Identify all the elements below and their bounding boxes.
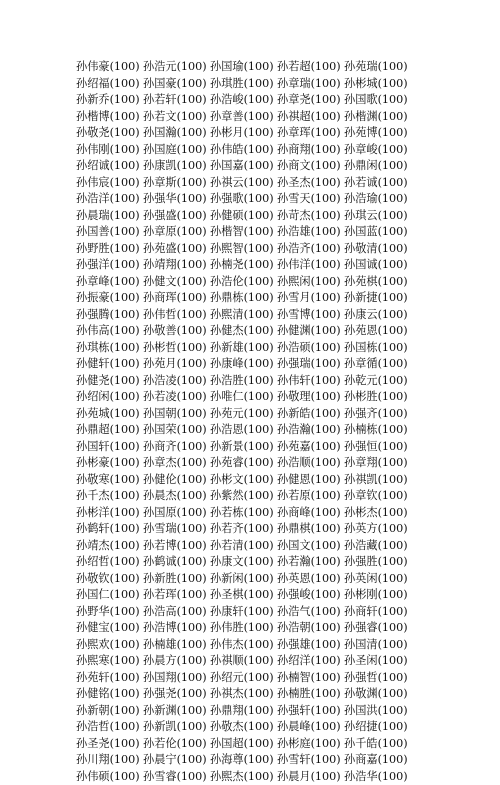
name-entry: 孙雪睿(100) xyxy=(143,769,210,785)
table-row xyxy=(76,92,476,109)
name-entry: 孙祺顺(100) xyxy=(210,653,277,670)
name-entry: 孙伟皓(100) xyxy=(210,142,277,159)
name-entry: 孙新渊(100) xyxy=(143,703,210,720)
name-entry: 孙若栋(100) xyxy=(210,505,277,522)
table-row xyxy=(76,241,476,258)
name-entry: 孙彬哲(100) xyxy=(143,340,210,357)
name-entry: 孙英闲(100) xyxy=(344,571,411,588)
name-entry: 孙商峰(100) xyxy=(277,505,344,522)
table-row xyxy=(76,752,476,769)
name-entry: 孙绍哲(100) xyxy=(76,554,143,571)
name-list-table xyxy=(76,59,476,785)
name-entry: 孙伟洋(100) xyxy=(277,257,344,274)
table-row xyxy=(76,373,476,390)
name-entry: 孙熙寒(100) xyxy=(76,653,143,670)
name-entry: 孙绍元(100) xyxy=(210,670,277,687)
name-entry: 孙健尧(100) xyxy=(76,373,143,390)
name-entry: 孙新雄(100) xyxy=(210,340,277,357)
name-entry: 孙敬寒(100) xyxy=(76,472,143,489)
name-entry: 孙章翔(100) xyxy=(344,455,411,472)
name-entry: 孙若清(100) xyxy=(210,538,277,555)
name-entry: 孙健渊(100) xyxy=(277,323,344,340)
name-entry: 孙强尧(100) xyxy=(143,686,210,703)
table-row xyxy=(76,109,476,126)
name-entry: 孙浩恩(100) xyxy=(210,422,277,439)
table-row xyxy=(76,59,476,76)
name-entry: 孙楠雄(100) xyxy=(143,637,210,654)
name-entry: 孙敬尧(100) xyxy=(76,125,143,142)
name-entry: 孙康轩(100) xyxy=(210,604,277,621)
name-entry: 孙熙杰(100) xyxy=(210,769,277,785)
name-entry: 孙振豪(100) xyxy=(76,290,143,307)
name-entry: 孙苑睿(100) xyxy=(210,455,277,472)
name-entry: 孙强洋(100) xyxy=(76,257,143,274)
name-entry: 孙浩凌(100) xyxy=(143,373,210,390)
table-row xyxy=(76,307,476,324)
name-entry: 孙圣棋(100) xyxy=(210,587,277,604)
name-entry: 孙鹤轩(100) xyxy=(76,521,143,538)
table-row xyxy=(76,620,476,637)
name-entry: 孙若瀚(100) xyxy=(277,554,344,571)
name-entry: 孙雪月(100) xyxy=(277,290,344,307)
table-row xyxy=(76,175,476,192)
name-entry: 孙强睿(100) xyxy=(344,620,411,637)
name-entry: 孙国荣(100) xyxy=(143,422,210,439)
table-row xyxy=(76,604,476,621)
name-entry: 孙绍捷(100) xyxy=(344,719,411,736)
name-entry: 孙野华(100) xyxy=(76,604,143,621)
name-entry: 孙国仁(100) xyxy=(76,587,143,604)
name-entry: 孙强腾(100) xyxy=(76,307,143,324)
name-entry: 孙健文(100) xyxy=(143,274,210,291)
name-entry: 孙国嘉(100) xyxy=(210,158,277,175)
name-entry: 孙雪瑞(100) xyxy=(143,521,210,538)
name-entry: 孙若诚(100) xyxy=(344,175,411,192)
name-entry: 孙晨宁(100) xyxy=(143,752,210,769)
name-entry: 孙绍诚(100) xyxy=(76,158,143,175)
name-entry: 孙雪轩(100) xyxy=(277,752,344,769)
name-entry: 孙若超(100) xyxy=(277,59,344,76)
name-entry: 孙国轩(100) xyxy=(76,439,143,456)
name-entry: 孙彬月(100) xyxy=(210,125,277,142)
name-entry: 孙章杰(100) xyxy=(143,455,210,472)
name-entry: 孙琪云(100) xyxy=(344,208,411,225)
name-entry: 孙章尧(100) xyxy=(277,92,344,109)
name-entry: 孙彬刚(100) xyxy=(344,587,411,604)
name-entry: 孙苛杰(100) xyxy=(277,208,344,225)
table-row xyxy=(76,257,476,274)
name-entry: 孙新闲(100) xyxy=(210,571,277,588)
name-entry: 孙强雄(100) xyxy=(277,637,344,654)
table-row xyxy=(76,389,476,406)
name-entry: 孙国文(100) xyxy=(277,538,344,555)
name-entry: 孙章斯(100) xyxy=(143,175,210,192)
name-entry: 孙楷渊(100) xyxy=(344,109,411,126)
name-entry: 孙祺超(100) xyxy=(277,109,344,126)
name-entry: 孙章钦(100) xyxy=(344,488,411,505)
name-entry: 孙苑瑞(100) xyxy=(344,59,411,76)
name-entry: 孙国栋(100) xyxy=(344,340,411,357)
name-entry: 孙鼎棋(100) xyxy=(277,521,344,538)
name-entry: 孙晨月(100) xyxy=(277,769,344,785)
table-row xyxy=(76,224,476,241)
name-entry: 孙若博(100) xyxy=(143,538,210,555)
name-entry: 孙敬钦(100) xyxy=(76,571,143,588)
name-entry: 孙浩伦(100) xyxy=(210,274,277,291)
name-entry: 孙晨瑞(100) xyxy=(76,208,143,225)
name-entry: 孙彬豪(100) xyxy=(76,455,143,472)
table-row xyxy=(76,703,476,720)
name-entry: 孙彬文(100) xyxy=(210,472,277,489)
name-entry: 孙国瑜(100) xyxy=(210,59,277,76)
name-entry: 孙靖翔(100) xyxy=(143,257,210,274)
name-entry: 孙章瑞(100) xyxy=(277,76,344,93)
table-row xyxy=(76,587,476,604)
name-entry: 孙国庭(100) xyxy=(143,142,210,159)
table-row xyxy=(76,158,476,175)
name-entry: 孙晨杰(100) xyxy=(143,488,210,505)
name-entry: 孙国豪(100) xyxy=(143,76,210,93)
table-row xyxy=(76,719,476,736)
name-entry: 孙商轩(100) xyxy=(344,604,411,621)
name-entry: 孙敬渊(100) xyxy=(344,686,411,703)
name-entry: 孙圣杰(100) xyxy=(277,175,344,192)
name-entry: 孙楷智(100) xyxy=(210,224,277,241)
name-entry: 孙若文(100) xyxy=(143,109,210,126)
name-entry: 孙浩华(100) xyxy=(344,769,411,785)
name-entry: 孙敬杰(100) xyxy=(210,719,277,736)
name-entry: 孙苑棋(100) xyxy=(344,274,411,291)
table-row xyxy=(76,125,476,142)
name-entry: 孙若珲(100) xyxy=(143,587,210,604)
name-entry: 孙苑恩(100) xyxy=(344,323,411,340)
name-entry: 孙浩元(100) xyxy=(143,59,210,76)
table-row xyxy=(76,439,476,456)
name-entry: 孙强轩(100) xyxy=(277,703,344,720)
name-entry: 孙千皓(100) xyxy=(344,736,411,753)
name-entry: 孙英恩(100) xyxy=(277,571,344,588)
name-entry: 孙健伦(100) xyxy=(143,472,210,489)
name-entry: 孙强胜(100) xyxy=(344,554,411,571)
table-row xyxy=(76,191,476,208)
name-entry: 孙晨峰(100) xyxy=(277,719,344,736)
table-row xyxy=(76,686,476,703)
name-entry: 孙强歌(100) xyxy=(210,191,277,208)
name-entry: 孙商嘉(100) xyxy=(344,752,411,769)
table-row xyxy=(76,653,476,670)
name-entry: 孙浩哲(100) xyxy=(76,719,143,736)
name-entry: 孙苑博(100) xyxy=(344,125,411,142)
name-entry: 孙绍闲(100) xyxy=(76,389,143,406)
name-entry: 孙伟豪(100) xyxy=(76,59,143,76)
name-entry: 孙晨方(100) xyxy=(143,653,210,670)
name-entry: 孙乾元(100) xyxy=(344,373,411,390)
name-entry: 孙浩藏(100) xyxy=(344,538,411,555)
name-entry: 孙苑轩(100) xyxy=(76,670,143,687)
name-entry: 孙商翔(100) xyxy=(277,142,344,159)
name-entry: 孙彬杰(100) xyxy=(344,505,411,522)
name-entry: 孙海尊(100) xyxy=(210,752,277,769)
table-row xyxy=(76,422,476,439)
name-entry: 孙康凯(100) xyxy=(143,158,210,175)
name-entry: 孙健铭(100) xyxy=(76,686,143,703)
name-entry: 孙国清(100) xyxy=(344,637,411,654)
name-entry: 孙熙清(100) xyxy=(210,307,277,324)
table-row xyxy=(76,637,476,654)
name-entry: 孙浩雄(100) xyxy=(277,224,344,241)
table-row xyxy=(76,142,476,159)
name-entry: 孙商文(100) xyxy=(277,158,344,175)
name-entry: 孙鼎闲(100) xyxy=(344,158,411,175)
name-entry: 孙新捷(100) xyxy=(344,290,411,307)
name-entry: 孙琪栋(100) xyxy=(76,340,143,357)
name-entry: 孙若凌(100) xyxy=(143,389,210,406)
name-entry: 孙彬胜(100) xyxy=(344,389,411,406)
name-entry: 孙国瀚(100) xyxy=(143,125,210,142)
table-row xyxy=(76,769,476,785)
name-entry: 孙章峻(100) xyxy=(344,142,411,159)
name-entry: 孙绍洋(100) xyxy=(277,653,344,670)
name-entry: 孙章原(100) xyxy=(143,224,210,241)
name-entry: 孙琪胜(100) xyxy=(210,76,277,93)
name-entry: 孙国善(100) xyxy=(76,224,143,241)
name-entry: 孙商齐(100) xyxy=(143,439,210,456)
name-entry: 孙浩博(100) xyxy=(143,620,210,637)
table-row xyxy=(76,736,476,753)
name-entry: 孙敬清(100) xyxy=(344,241,411,258)
name-entry: 孙楠胜(100) xyxy=(277,686,344,703)
name-entry: 孙鹤诚(100) xyxy=(143,554,210,571)
table-row xyxy=(76,208,476,225)
name-entry: 孙伟高(100) xyxy=(76,323,143,340)
name-entry: 孙国蓝(100) xyxy=(344,224,411,241)
name-entry: 孙浩洋(100) xyxy=(76,191,143,208)
name-entry: 孙新乔(100) xyxy=(76,92,143,109)
table-row xyxy=(76,670,476,687)
name-entry: 孙敬理(100) xyxy=(277,389,344,406)
name-entry: 孙苑城(100) xyxy=(76,406,143,423)
name-entry: 孙野胜(100) xyxy=(76,241,143,258)
name-entry: 孙新凯(100) xyxy=(143,719,210,736)
name-entry: 孙伟轩(100) xyxy=(277,373,344,390)
name-entry: 孙熙欢(100) xyxy=(76,637,143,654)
name-entry: 孙浩高(100) xyxy=(143,604,210,621)
name-entry: 孙祺云(100) xyxy=(210,175,277,192)
name-entry: 孙健轩(100) xyxy=(76,356,143,373)
name-entry: 孙康文(100) xyxy=(210,554,277,571)
name-entry: 孙祺杰(100) xyxy=(210,686,277,703)
name-entry: 孙绍福(100) xyxy=(76,76,143,93)
table-row xyxy=(76,538,476,555)
name-entry: 孙圣闲(100) xyxy=(344,653,411,670)
name-entry: 孙浩胜(100) xyxy=(210,373,277,390)
name-entry: 孙浩齐(100) xyxy=(277,241,344,258)
name-entry: 孙浩瑜(100) xyxy=(344,191,411,208)
name-entry: 孙国歌(100) xyxy=(344,92,411,109)
name-entry: 孙健恩(100) xyxy=(277,472,344,489)
table-row xyxy=(76,505,476,522)
name-entry: 孙强峻(100) xyxy=(277,587,344,604)
table-row xyxy=(76,274,476,291)
name-entry: 孙敬善(100) xyxy=(143,323,210,340)
name-entry: 孙伟胜(100) xyxy=(210,620,277,637)
name-entry: 孙鼎翔(100) xyxy=(210,703,277,720)
name-entry: 孙健杰(100) xyxy=(210,323,277,340)
table-row xyxy=(76,571,476,588)
name-entry: 孙国超(100) xyxy=(210,736,277,753)
name-entry: 孙强哲(100) xyxy=(344,670,411,687)
name-entry: 孙楠智(100) xyxy=(277,670,344,687)
name-entry: 孙强恒(100) xyxy=(344,439,411,456)
name-entry: 孙若原(100) xyxy=(277,488,344,505)
table-row xyxy=(76,472,476,489)
name-entry: 孙新景(100) xyxy=(210,439,277,456)
name-entry: 孙伟宸(100) xyxy=(76,175,143,192)
table-row xyxy=(76,356,476,373)
name-entry: 孙靖杰(100) xyxy=(76,538,143,555)
name-entry: 孙若轩(100) xyxy=(143,92,210,109)
name-entry: 孙强齐(100) xyxy=(344,406,411,423)
name-entry: 孙浩峻(100) xyxy=(210,92,277,109)
table-row xyxy=(76,455,476,472)
name-entry: 孙新朝(100) xyxy=(76,703,143,720)
name-entry: 孙熙智(100) xyxy=(210,241,277,258)
name-entry: 孙熙闲(100) xyxy=(277,274,344,291)
name-entry: 孙强盛(100) xyxy=(143,208,210,225)
name-entry: 孙伟哲(100) xyxy=(143,307,210,324)
table-row xyxy=(76,323,476,340)
name-entry: 孙浩气(100) xyxy=(277,604,344,621)
name-entry: 孙千杰(100) xyxy=(76,488,143,505)
name-entry: 孙紫然(100) xyxy=(210,488,277,505)
name-entry: 孙伟硕(100) xyxy=(76,769,143,785)
name-entry: 孙苑嘉(100) xyxy=(277,439,344,456)
name-entry: 孙伟刚(100) xyxy=(76,142,143,159)
name-entry: 孙新胜(100) xyxy=(143,571,210,588)
name-entry: 孙彬洋(100) xyxy=(76,505,143,522)
name-entry: 孙强华(100) xyxy=(143,191,210,208)
name-entry: 孙章循(100) xyxy=(344,356,411,373)
name-entry: 孙国诚(100) xyxy=(344,257,411,274)
name-entry: 孙英方(100) xyxy=(344,521,411,538)
name-entry: 孙康峰(100) xyxy=(210,356,277,373)
name-entry: 孙浩顺(100) xyxy=(277,455,344,472)
table-row xyxy=(76,340,476,357)
name-entry: 孙强瑞(100) xyxy=(277,356,344,373)
name-entry: 孙唯仁(100) xyxy=(210,389,277,406)
name-entry: 孙国翔(100) xyxy=(143,670,210,687)
name-entry: 孙苑月(100) xyxy=(143,356,210,373)
table-row xyxy=(76,406,476,423)
name-entry: 孙国朝(100) xyxy=(143,406,210,423)
name-entry: 孙国洪(100) xyxy=(344,703,411,720)
table-row xyxy=(76,76,476,93)
name-entry: 孙楠尧(100) xyxy=(210,257,277,274)
name-entry: 孙新皓(100) xyxy=(277,406,344,423)
name-entry: 孙章善(100) xyxy=(210,109,277,126)
name-entry: 孙健宝(100) xyxy=(76,620,143,637)
name-entry: 孙健硕(100) xyxy=(210,208,277,225)
name-entry: 孙章峰(100) xyxy=(76,274,143,291)
name-entry: 孙鼎栋(100) xyxy=(210,290,277,307)
name-entry: 孙若伦(100) xyxy=(143,736,210,753)
name-entry: 孙圣尧(100) xyxy=(76,736,143,753)
name-entry: 孙雪博(100) xyxy=(277,307,344,324)
name-entry: 孙浩硕(100) xyxy=(277,340,344,357)
name-entry: 孙楠栋(100) xyxy=(344,422,411,439)
table-row xyxy=(76,488,476,505)
name-entry: 孙康云(100) xyxy=(344,307,411,324)
name-entry: 孙祺凯(100) xyxy=(344,472,411,489)
name-entry: 孙苑盛(100) xyxy=(143,241,210,258)
name-entry: 孙鼎超(100) xyxy=(76,422,143,439)
name-entry: 孙章珲(100) xyxy=(277,125,344,142)
table-row xyxy=(76,290,476,307)
name-entry: 孙楷博(100) xyxy=(76,109,143,126)
name-entry: 孙伟杰(100) xyxy=(210,637,277,654)
name-entry: 孙彬庭(100) xyxy=(277,736,344,753)
name-entry: 孙浩瀚(100) xyxy=(277,422,344,439)
table-row xyxy=(76,521,476,538)
name-entry: 孙国原(100) xyxy=(143,505,210,522)
name-entry: 孙浩朝(100) xyxy=(277,620,344,637)
name-entry: 孙雪天(100) xyxy=(277,191,344,208)
name-entry: 孙彬城(100) xyxy=(344,76,411,93)
name-entry: 孙商珲(100) xyxy=(143,290,210,307)
name-entry: 孙若齐(100) xyxy=(210,521,277,538)
name-entry: 孙苑元(100) xyxy=(210,406,277,423)
table-row xyxy=(76,554,476,571)
name-entry: 孙川翔(100) xyxy=(76,752,143,769)
